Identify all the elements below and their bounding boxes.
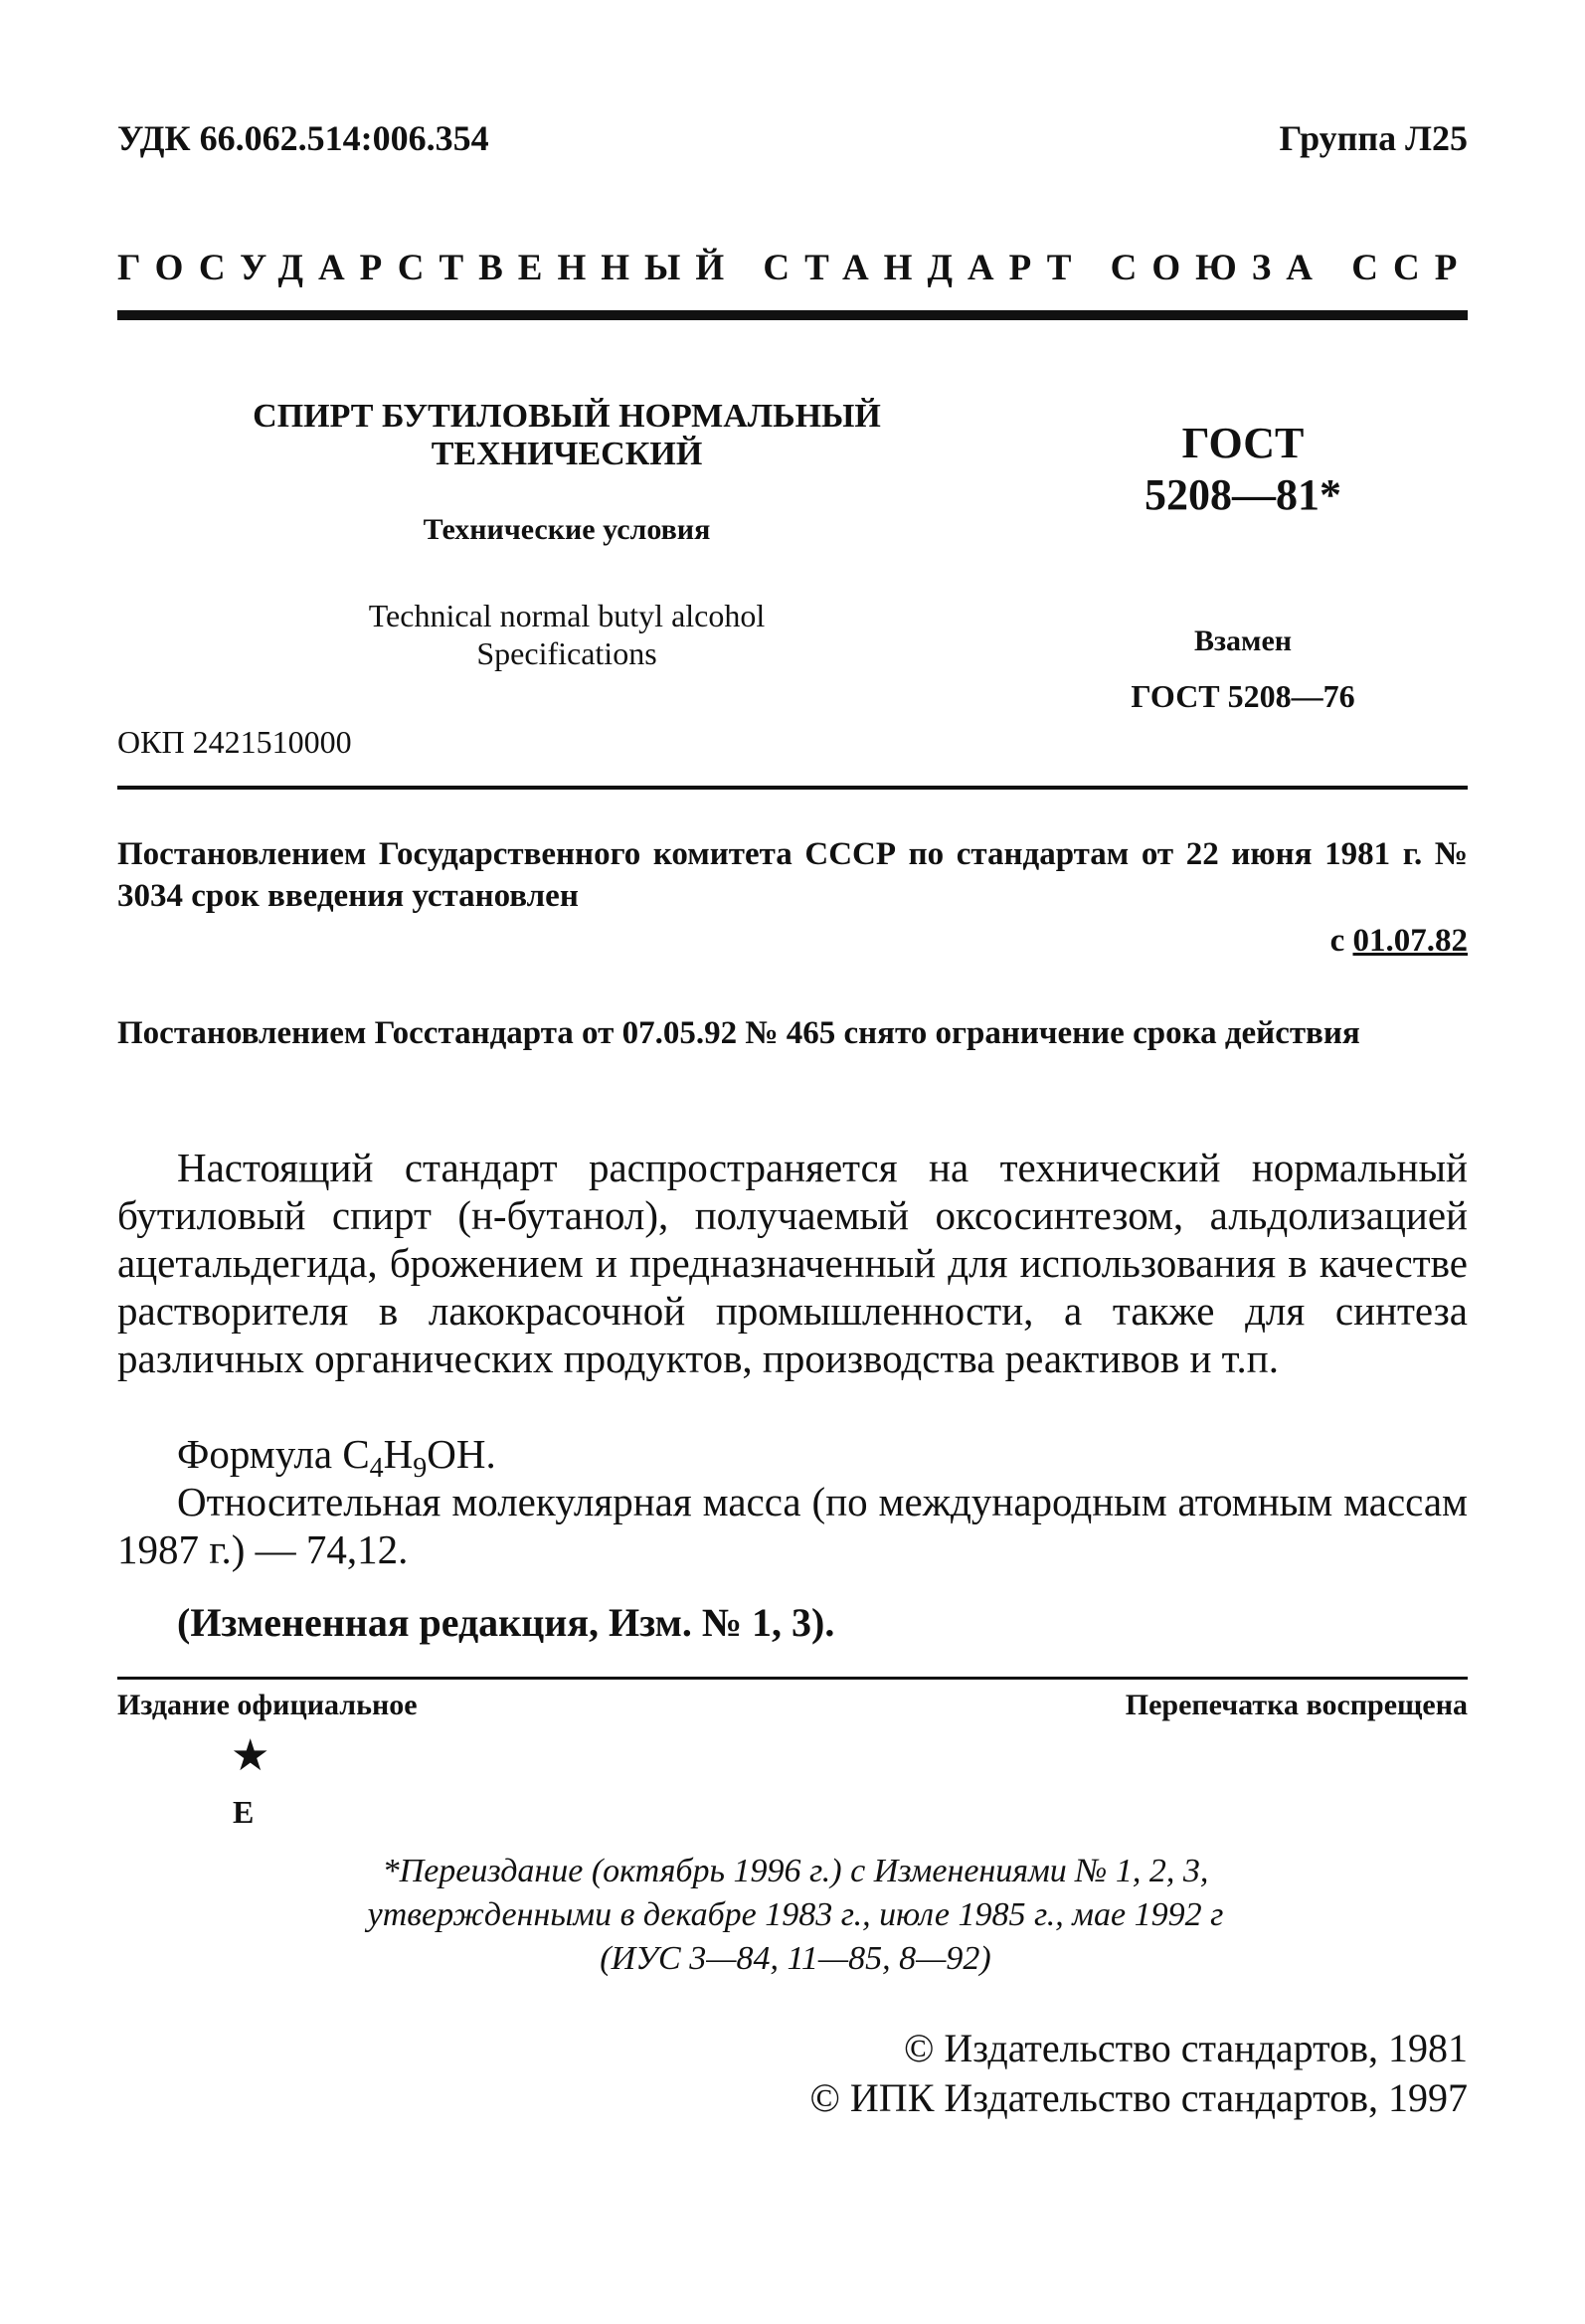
- title-block: [199, 398, 935, 672]
- udc-code: УДК 66.062.514:006.354: [117, 118, 489, 158]
- decree-1-date-prefix: с: [1329, 923, 1353, 959]
- decree-1: Постановлением Государственного комитета СССР по стандартам от 22 июня 1981 г. № 3034 срок введения установлен: [117, 836, 1468, 914]
- decree-1-date-value: 01.07.82: [1352, 923, 1468, 959]
- title-english-line-1: Technical normal butyl alcohol: [368, 598, 766, 633]
- reissue-note: [199, 1850, 1392, 1981]
- title-english-line-2: Specifications: [476, 635, 657, 671]
- formula-sub-2: 9: [413, 1453, 428, 1485]
- reissue-line-3: (ИУС 3—84, 11—85, 8—92): [600, 1940, 991, 1977]
- okp-divider: [117, 786, 1468, 790]
- copyright-1997: © ИПК Издательство стандартов, 1997: [809, 2075, 1468, 2120]
- scope-paragraph: Настоящий стандарт распространяется на технический нормальный бутиловый спирт (н-бутанол), получаемый оксосинтезом, альдолизацией ацетальдегида, брожением и предназначенный для использования в качестве растворителя в лакокрасочной промышленности, а также для синтеза различных органических продуктов, производства реактивов и т.п.: [117, 1145, 1468, 1381]
- gost-block: [1084, 418, 1402, 521]
- decree-2: Постановлением Госстандарта от 07.05.92 № 465 снято ограничение срока действия: [117, 1015, 1360, 1051]
- okp-code: ОКП 2421510000: [117, 724, 352, 760]
- state-standard-heading: ГОСУДАРСТВЕННЫЙ СТАНДАРТ СОЮЗА ССР: [117, 248, 1473, 288]
- title-subtitle: Технические условия: [423, 513, 711, 546]
- replaces-block: [1084, 625, 1402, 715]
- formula-sub-1: 4: [369, 1453, 384, 1485]
- e-mark: Е: [233, 1794, 255, 1830]
- molecular-mass-paragraph: Относительная молекулярная масса (по международным атомным массам 1987 г.) — 74,12.: [117, 1479, 1468, 1572]
- group-code: Группа Л25: [1279, 118, 1468, 158]
- title-line-2: ТЕХНИЧЕСКИЙ: [431, 436, 703, 472]
- gost-number: 5208—81*: [1145, 470, 1341, 519]
- replaces-label: Взамен: [1193, 625, 1293, 657]
- formula-end: OH.: [427, 1431, 496, 1477]
- amendment-note: (Измененная редакция, Изм. № 1, 3).: [177, 1600, 835, 1645]
- header-divider: [117, 310, 1468, 320]
- footer-divider: [117, 1677, 1468, 1680]
- replaced-gost: ГОСТ 5208—76: [1131, 678, 1355, 714]
- title-line-1: СПИРТ БУТИЛОВЫЙ НОРМАЛЬНЫЙ: [253, 398, 881, 435]
- formula-mid: H: [383, 1431, 414, 1477]
- reprint-prohibited-label: Перепечатка воспрещена: [1125, 1689, 1468, 1721]
- official-edition-label: Издание официальное: [117, 1689, 418, 1721]
- decree-1-date: [1330, 923, 1468, 960]
- reissue-line-1: *Переиздание (октябрь 1996 г.) с Изменениями № 1, 2, 3,: [382, 1853, 1209, 1889]
- copyright-1981: © Издательство стандартов, 1981: [903, 2026, 1468, 2070]
- reissue-line-2: утвержденными в декабре 1983 г., июле 1985 г., мае 1992 г: [367, 1896, 1224, 1933]
- formula-label: Формула C: [177, 1431, 370, 1477]
- gost-label: ГОСТ: [1181, 419, 1305, 467]
- star-icon: ★: [231, 1731, 270, 1780]
- title-english: [199, 597, 935, 672]
